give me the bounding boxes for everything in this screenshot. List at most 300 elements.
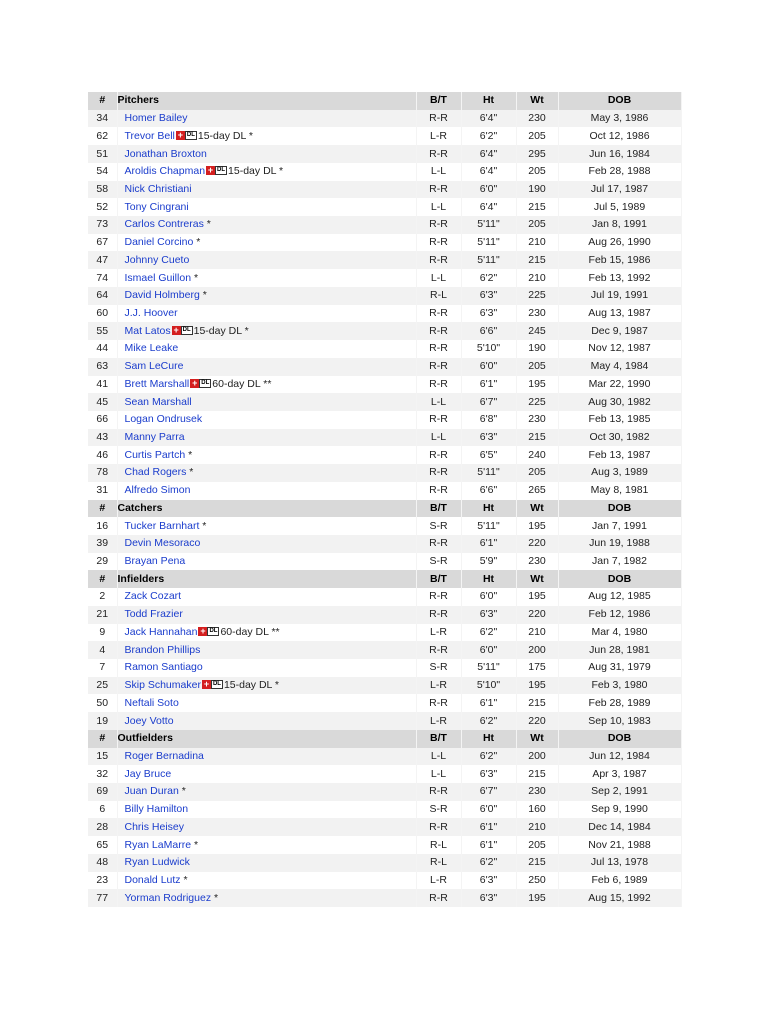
table-row [88,535,681,553]
weight: 205 [516,163,558,181]
player-cell [117,677,416,695]
player-cell [117,145,416,163]
table-row [88,588,681,606]
bats-throws: R-R [416,783,461,801]
height: 6'3" [461,765,516,783]
bats-throws: L-L [416,163,461,181]
col-header-num: # [88,92,117,110]
date-of-birth: Oct 12, 1986 [558,127,681,145]
bats-throws: R-R [416,181,461,199]
weight: 220 [516,712,558,730]
height: 6'0" [461,358,516,376]
player-link[interactable]: Brayan Pena [124,555,186,568]
player-cell [117,393,416,411]
col-header-bt: B/T [416,500,461,518]
bats-throws: L-R [416,677,461,695]
table-row [88,641,681,659]
bats-throws: R-R [416,251,461,269]
player-cell [117,694,416,712]
bats-throws: R-R [416,216,461,234]
player-cell [117,429,416,447]
jersey-number: 78 [88,464,117,482]
table-row [88,748,681,766]
section-title: Outfielders [117,730,416,748]
table-row [88,677,681,695]
player-link[interactable]: Skip Schumaker [124,679,201,692]
jersey-number: 39 [88,535,117,553]
date-of-birth: Jun 16, 1984 [558,145,681,163]
date-of-birth: Dec 9, 1987 [558,322,681,340]
player-cell [117,163,416,181]
date-of-birth: Feb 13, 1987 [558,446,681,464]
table-row [88,606,681,624]
height: 6'5" [461,446,516,464]
table-row [88,376,681,394]
jersey-number: 29 [88,553,117,571]
player-link[interactable]: Chris Heisey [124,820,185,833]
jersey-number: 45 [88,393,117,411]
player-cell [117,553,416,571]
jersey-number: 58 [88,181,117,199]
weight: 215 [516,854,558,872]
player-status-note: 15-day DL * [228,165,284,178]
col-header-wt: Wt [516,500,558,518]
section-header-infielders [88,570,681,588]
jersey-number: 34 [88,110,117,128]
height: 5'9" [461,553,516,571]
player-link[interactable]: Yorman Rodriguez [124,891,212,904]
height: 6'4" [461,163,516,181]
weight: 225 [516,287,558,305]
player-link[interactable]: Devin Mesoraco [124,537,201,550]
weight: 295 [516,145,558,163]
player-cell [117,198,416,216]
date-of-birth: Aug 3, 1989 [558,464,681,482]
date-of-birth: May 4, 1984 [558,358,681,376]
table-row [88,269,681,287]
bats-throws: R-R [416,482,461,500]
height: 5'11" [461,464,516,482]
bats-throws: R-R [416,376,461,394]
jersey-number: 48 [88,854,117,872]
bats-throws: L-L [416,765,461,783]
player-link[interactable]: Tony Cingrani [124,200,189,213]
jersey-number: 69 [88,783,117,801]
table-row [88,127,681,145]
date-of-birth: Jul 13, 1978 [558,854,681,872]
player-link[interactable]: Johnny Cueto [124,253,190,266]
jersey-number: 74 [88,269,117,287]
player-status-note: * [191,838,199,851]
height: 6'0" [461,181,516,199]
player-link[interactable]: Todd Frazier [124,608,183,621]
bats-throws: R-R [416,818,461,836]
jersey-number: 43 [88,429,117,447]
bats-throws: L-R [416,127,461,145]
height: 6'2" [461,127,516,145]
height: 6'3" [461,606,516,624]
table-row [88,446,681,464]
height: 6'2" [461,712,516,730]
disabled-list-icon [172,326,193,335]
jersey-number: 25 [88,677,117,695]
player-link[interactable]: Daniel Corcino [124,236,194,249]
player-cell [117,748,416,766]
player-link[interactable]: Manny Parra [124,431,185,444]
height: 6'1" [461,836,516,854]
player-status-note: 60-day DL ** [220,625,280,638]
weight: 215 [516,765,558,783]
dl-tag-icon: DL [182,326,191,333]
bats-throws: L-R [416,624,461,642]
player-status-note: 15-day DL * [193,324,249,337]
weight: 230 [516,553,558,571]
height: 6'4" [461,145,516,163]
player-status-note: * [186,466,194,479]
height: 6'2" [461,748,516,766]
date-of-birth: Jul 17, 1987 [558,181,681,199]
height: 5'11" [461,517,516,535]
height: 5'11" [461,251,516,269]
weight: 240 [516,446,558,464]
player-link[interactable]: Billy Hamilton [124,803,189,816]
disabled-list-icon [190,379,211,388]
jersey-number: 44 [88,340,117,358]
date-of-birth: Jan 8, 1991 [558,216,681,234]
col-header-wt: Wt [516,92,558,110]
player-link[interactable]: Trevor Bell [124,129,175,142]
player-link[interactable]: Alfredo Simon [124,484,191,497]
player-link[interactable]: Mat Latos [124,324,171,337]
player-cell [117,251,416,269]
disabled-list-icon [176,131,197,140]
table-row [88,287,681,305]
col-header-num: # [88,500,117,518]
height: 5'11" [461,659,516,677]
dl-tag-icon: DL [212,681,221,688]
weight: 225 [516,393,558,411]
player-link[interactable]: Brandon Phillips [124,643,201,656]
player-cell [117,411,416,429]
date-of-birth: Jan 7, 1982 [558,553,681,571]
weight: 195 [516,677,558,695]
date-of-birth: Feb 12, 1986 [558,606,681,624]
player-cell [117,535,416,553]
roster-body [88,92,681,907]
table-row [88,393,681,411]
player-cell [117,464,416,482]
date-of-birth: Aug 26, 1990 [558,234,681,252]
jersey-number: 4 [88,641,117,659]
player-cell [117,305,416,323]
date-of-birth: Mar 22, 1990 [558,376,681,394]
player-cell [117,287,416,305]
height: 6'3" [461,889,516,907]
date-of-birth: Jun 28, 1981 [558,641,681,659]
player-link[interactable]: Homer Bailey [124,112,188,125]
height: 6'3" [461,305,516,323]
player-link[interactable]: Donald Lutz [124,873,181,886]
player-link[interactable]: Logan Ondrusek [124,413,203,426]
jersey-number: 7 [88,659,117,677]
bats-throws: R-R [416,588,461,606]
date-of-birth: Feb 13, 1985 [558,411,681,429]
weight: 205 [516,127,558,145]
weight: 160 [516,801,558,819]
player-link[interactable]: Roger Bernadina [124,749,204,762]
weight: 265 [516,482,558,500]
jersey-number: 41 [88,376,117,394]
weight: 220 [516,606,558,624]
table-row [88,889,681,907]
jersey-number: 63 [88,358,117,376]
player-link[interactable]: Jonathan Broxton [124,147,207,160]
jersey-number: 64 [88,287,117,305]
player-link[interactable]: Ryan LaMarre [124,838,192,851]
table-row [88,836,681,854]
jersey-number: 28 [88,818,117,836]
date-of-birth: Sep 10, 1983 [558,712,681,730]
bats-throws: R-R [416,305,461,323]
table-row [88,198,681,216]
weight: 215 [516,251,558,269]
player-status-note: * [191,271,199,284]
height: 6'6" [461,482,516,500]
player-link[interactable]: Nick Christiani [124,182,192,195]
player-cell [117,358,416,376]
height: 5'10" [461,677,516,695]
player-link[interactable]: Ryan Ludwick [124,856,190,869]
player-cell [117,322,416,340]
medical-cross-icon: + [177,130,183,141]
jersey-number: 2 [88,588,117,606]
jersey-number: 60 [88,305,117,323]
disabled-list-icon [198,627,219,636]
jersey-number: 54 [88,163,117,181]
bats-throws: L-R [416,872,461,890]
height: 6'7" [461,783,516,801]
table-row [88,801,681,819]
height: 6'3" [461,429,516,447]
weight: 195 [516,889,558,907]
jersey-number: 6 [88,801,117,819]
bats-throws: L-L [416,748,461,766]
jersey-number: 19 [88,712,117,730]
weight: 250 [516,872,558,890]
player-status-note: * [211,891,219,904]
weight: 205 [516,358,558,376]
col-header-dob: DOB [558,92,681,110]
medical-cross-icon: + [173,324,179,335]
date-of-birth: Dec 14, 1984 [558,818,681,836]
player-cell [117,110,416,128]
player-link[interactable]: Chad Rogers [124,466,187,479]
weight: 175 [516,659,558,677]
bats-throws: R-R [416,110,461,128]
table-row [88,411,681,429]
player-cell [117,889,416,907]
jersey-number: 55 [88,322,117,340]
medical-cross-icon: + [192,378,198,389]
player-cell [117,641,416,659]
player-link[interactable]: Ramon Santiago [124,661,203,674]
date-of-birth: Aug 15, 1992 [558,889,681,907]
date-of-birth: Feb 13, 1992 [558,269,681,287]
weight: 195 [516,588,558,606]
table-row [88,818,681,836]
player-cell [117,836,416,854]
table-row [88,145,681,163]
section-title: Infielders [117,570,416,588]
player-link[interactable]: Aroldis Chapman [124,165,206,178]
player-status-note: * [199,289,207,302]
jersey-number: 31 [88,482,117,500]
jersey-number: 52 [88,198,117,216]
bats-throws: R-R [416,446,461,464]
table-row [88,464,681,482]
table-row [88,429,681,447]
bats-throws: L-R [416,712,461,730]
height: 6'2" [461,269,516,287]
date-of-birth: Aug 13, 1987 [558,305,681,323]
player-status-note: 15-day DL * [223,679,280,692]
col-header-ht: Ht [461,730,516,748]
player-link[interactable]: Jack Hannahan [124,625,198,638]
player-link[interactable]: Neftali Soto [124,696,179,709]
dl-tag-icon: DL [186,132,195,139]
weight: 230 [516,783,558,801]
player-status-note: 60-day DL ** [212,377,272,390]
weight: 230 [516,110,558,128]
player-cell [117,606,416,624]
player-cell [117,517,416,535]
weight: 205 [516,464,558,482]
player-link[interactable]: Carlos Contreras [124,218,204,231]
height: 6'4" [461,110,516,128]
player-cell [117,340,416,358]
section-title: Pitchers [117,92,416,110]
section-header-pitchers [88,92,681,110]
bats-throws: R-R [416,641,461,659]
player-link[interactable]: Sam LeCure [124,360,184,373]
date-of-birth: Feb 3, 1980 [558,677,681,695]
jersey-number: 32 [88,765,117,783]
jersey-number: 62 [88,127,117,145]
weight: 230 [516,411,558,429]
bats-throws: R-L [416,836,461,854]
height: 6'1" [461,694,516,712]
player-link[interactable]: J.J. Hoover [124,306,178,319]
height: 6'0" [461,588,516,606]
player-link[interactable]: Tucker Barnhart [124,519,200,532]
weight: 205 [516,836,558,854]
player-link[interactable]: Mike Leake [124,342,179,355]
height: 6'8" [461,411,516,429]
section-header-outfielders [88,730,681,748]
jersey-number: 23 [88,872,117,890]
player-link[interactable]: Brett Marshall [124,377,190,390]
player-link[interactable]: Joey Votto [124,714,174,727]
jersey-number: 9 [88,624,117,642]
col-header-num: # [88,570,117,588]
player-cell [117,269,416,287]
player-link[interactable]: Zack Cozart [124,590,182,603]
col-header-wt: Wt [516,570,558,588]
height: 6'3" [461,872,516,890]
col-header-dob: DOB [558,570,681,588]
player-cell [117,234,416,252]
weight: 220 [516,535,558,553]
jersey-number: 73 [88,216,117,234]
weight: 200 [516,641,558,659]
player-cell [117,446,416,464]
jersey-number: 66 [88,411,117,429]
col-header-bt: B/T [416,730,461,748]
bats-throws: R-R [416,322,461,340]
weight: 190 [516,340,558,358]
bats-throws: L-L [416,269,461,287]
table-row [88,482,681,500]
player-cell [117,783,416,801]
player-cell [117,765,416,783]
height: 6'7" [461,393,516,411]
player-cell [117,588,416,606]
table-row [88,216,681,234]
jersey-number: 51 [88,145,117,163]
date-of-birth: Mar 4, 1980 [558,624,681,642]
player-cell [117,181,416,199]
bats-throws: S-R [416,553,461,571]
player-link[interactable]: Sean Marshall [124,395,192,408]
player-cell [117,376,416,394]
jersey-number: 67 [88,234,117,252]
table-row [88,358,681,376]
date-of-birth: Feb 6, 1989 [558,872,681,890]
col-header-ht: Ht [461,92,516,110]
date-of-birth: Oct 30, 1982 [558,429,681,447]
roster-table [88,92,682,907]
disabled-list-icon [202,680,223,689]
table-row [88,783,681,801]
date-of-birth: Jul 5, 1989 [558,198,681,216]
table-row [88,872,681,890]
disabled-list-icon [206,166,227,175]
col-header-bt: B/T [416,92,461,110]
player-link[interactable]: Ismael Guillon [124,271,192,284]
col-header-dob: DOB [558,730,681,748]
weight: 230 [516,305,558,323]
height: 6'1" [461,818,516,836]
jersey-number: 16 [88,517,117,535]
player-link[interactable]: Curtis Partch [124,448,186,461]
medical-cross-icon: + [200,626,206,637]
height: 6'1" [461,376,516,394]
player-status-note: * [180,873,188,886]
table-row [88,694,681,712]
player-link[interactable]: David Holmberg [124,289,200,302]
player-cell [117,801,416,819]
player-link[interactable]: Juan Duran [124,785,179,798]
weight: 210 [516,269,558,287]
weight: 210 [516,624,558,642]
medical-cross-icon: + [203,679,210,690]
player-link[interactable]: Jay Bruce [124,767,172,780]
table-row [88,765,681,783]
weight: 210 [516,818,558,836]
player-cell [117,127,416,145]
date-of-birth: May 3, 1986 [558,110,681,128]
player-cell [117,659,416,677]
